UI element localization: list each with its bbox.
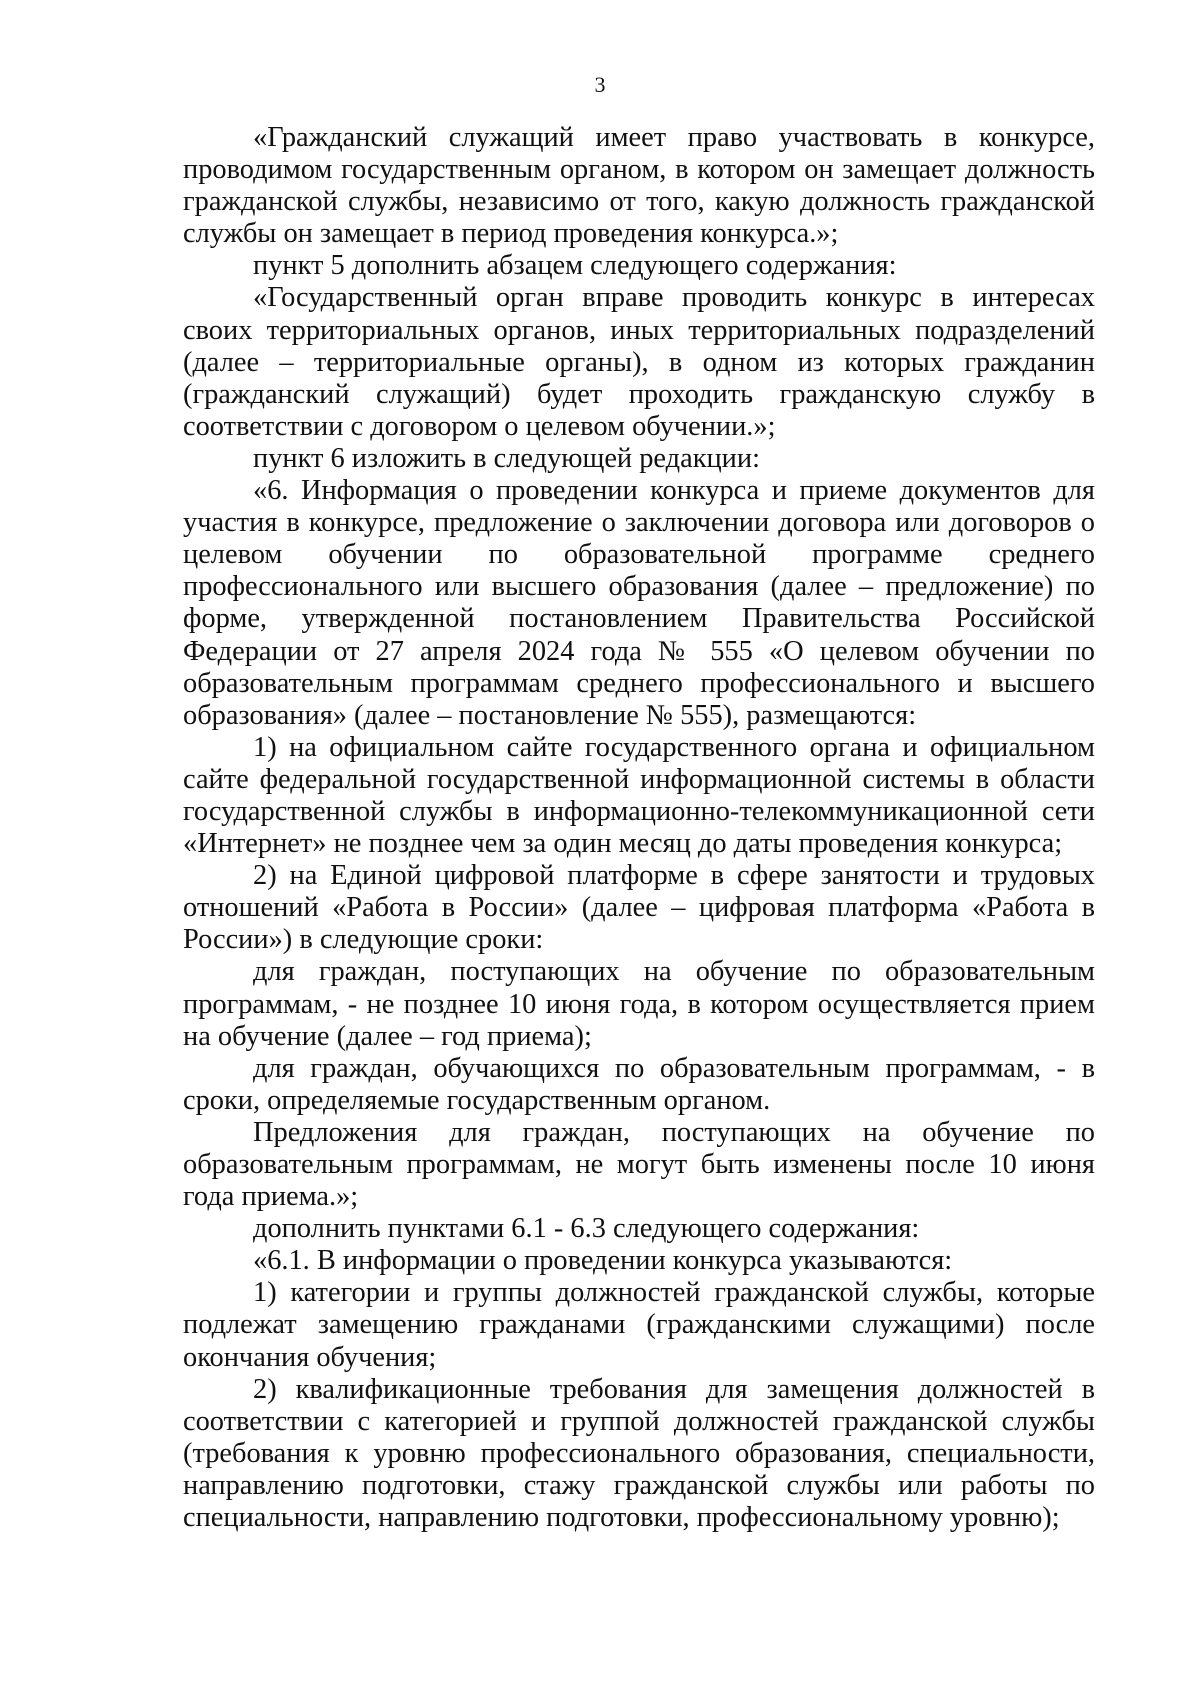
- list-item-categories-groups: 1) категории и группы должностей гражданской службы, которые подлежат замещению гражданами (гражданскими служащими) после окончания обучения;: [183, 1277, 1095, 1373]
- list-item-official-site: 1) на официальном сайте государственного органа и официальном сайте федеральной государственной информационной системы в области государственной службы в информационно-телекоммуникационной сети «Интернет» не позднее чем за один месяц до даты проведения конкурса;: [183, 731, 1095, 860]
- page-number: 3: [594, 72, 606, 97]
- paragraph-point-6-amendment: пункт 6 изложить в следующей редакции:: [253, 442, 760, 474]
- paragraph-add-points-6-1-6-3: дополнить пунктами 6.1 - 6.3 следующего содержания:: [253, 1213, 920, 1245]
- paragraph-students-deadline: для граждан, обучающихся по образовательным программам, - в сроки, определяемые государственным органом.: [183, 1052, 1095, 1116]
- paragraph-civil-servant-right: «Гражданский служащий имеет право участвовать в конкурсе, проводимом государственным органом, в котором он замещает должность гражданской службы, независимо от того, какую должность гражданской службы он замещает в период проведения конкурса.»;: [183, 122, 1095, 250]
- paragraph-territorial-bodies: «Государственный орган вправе проводить конкурс в интересах своих территориальных органов, иных территориальных подразделений (далее – территориальные органы), в одном из которых гражданин (гражданский служащий) будет проходить гражданскую службу в соответствии с договором о целевом обучении.»;: [183, 282, 1095, 442]
- paragraph-applicants-deadline: для граждан, поступающих на обучение по образовательным программам, - не позднее 10 июня года, в котором осуществляется прием на обучение (далее – год приема);: [183, 956, 1095, 1052]
- document-body: [183, 122, 1095, 1534]
- list-item-digital-platform: 2) на Единой цифровой платформе в сфере занятости и трудовых отношений «Работа в России» (далее – цифровая платформа «Работа в России») в следующие сроки:: [183, 860, 1095, 956]
- paragraph-point-6-text: «6. Информация о проведении конкурса и приеме документов для участия в конкурсе, предложение о заключении договора или договоров о целевом обучении по образовательной программе среднего профессионального или высшего образования (далее – предложение) по форме, утвержденной постановлением Правительства Российской Федерации от 27 апреля 2024 года № 555 «О целевом обучении по образовательным программам среднего профессионального и высшего образования» (далее – постановление № 555), размещаются:: [183, 475, 1095, 731]
- paragraph-offers-unchangeable: Предложения для граждан, поступающих на обучение по образовательным программам, не могут быть изменены после 10 июня года приема.»;: [183, 1116, 1095, 1213]
- paragraph-point-5-amendment: пункт 5 дополнить абзацем следующего содержания:: [253, 250, 897, 282]
- paragraph-point-6-1: «6.1. В информации о проведении конкурса указываются:: [253, 1245, 953, 1277]
- list-item-qualification-requirements: 2) квалификационные требования для замещения должностей в соответствии с категорией и группой должностей гражданской службы (требования к уровню профессионального образования, специальности, направлению подготовки, стажу гражданской службы или работы по специальности, направлению подготовки, профессиональному уровню);: [183, 1373, 1095, 1534]
